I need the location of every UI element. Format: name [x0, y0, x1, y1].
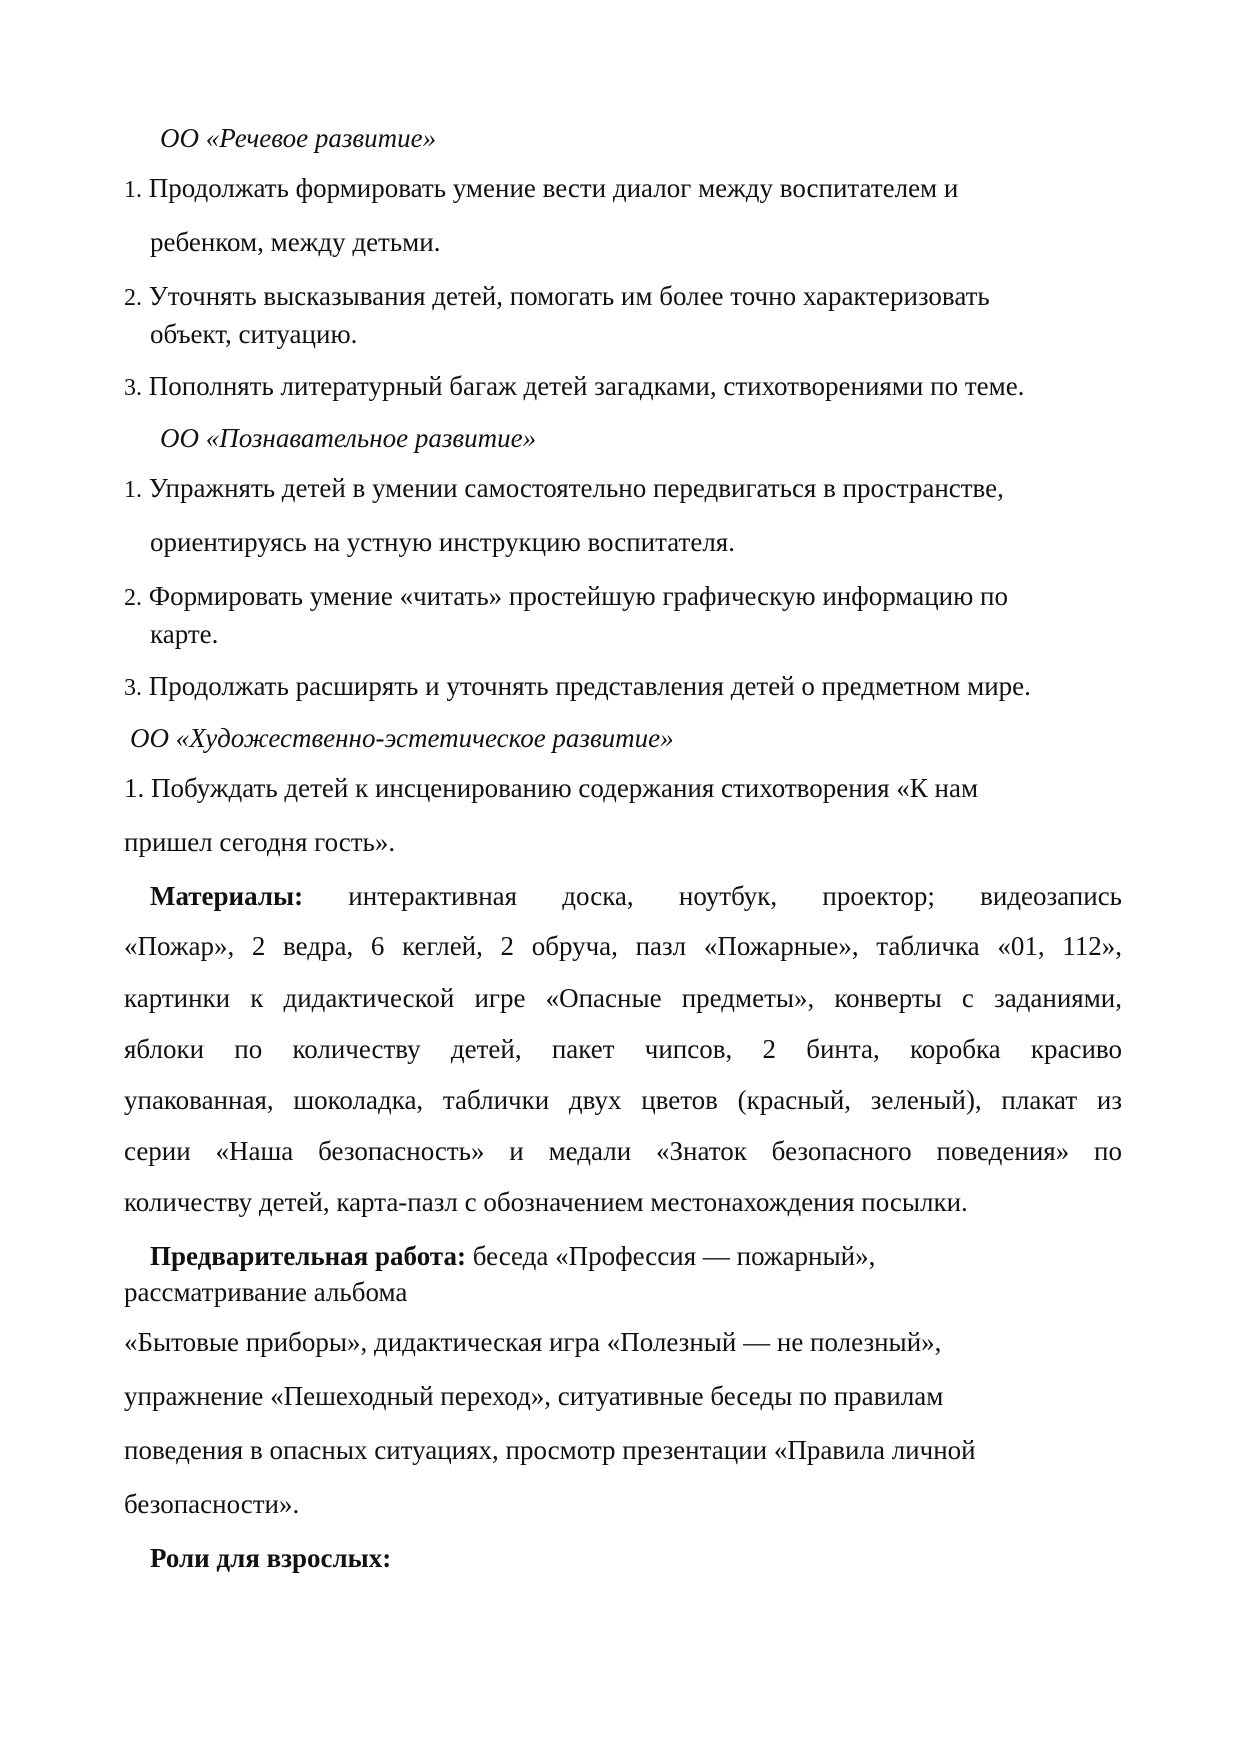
section-heading-artistic: ОО «Художественно-эстетическое развитие» [130, 723, 674, 753]
materials-line: «Пожар», 2 ведра, 6 кеглей, 2 обруча, пазл «Пожарные», табличка «01, 112», [124, 931, 1122, 961]
list-item-continuation: объект, ситуацию. [150, 319, 358, 349]
list-item-continuation: ориентируясь на устную инструкцию воспитателя. [150, 527, 735, 557]
preliminary-line: безопасности». [124, 1489, 300, 1519]
preliminary-line: поведения в опасных ситуациях, просмотр презентации «Правила личной [124, 1435, 976, 1465]
materials-line: картинки к дидактической игре «Опасные предметы», конверты с заданиями, [124, 983, 1122, 1013]
paragraph-line: пришел сегодня гость». [124, 827, 396, 857]
materials-line: яблоки по количеству детей, пакет чипсов, 2 бинта, коробка красиво [124, 1034, 1122, 1064]
preliminary-line: «Бытовые приборы», дидактическая игра «Полезный — не полезный», [124, 1327, 942, 1357]
section-heading-cognitive: ОО «Познавательное развитие» [160, 423, 537, 453]
list-item-continuation: карте. [150, 619, 219, 649]
roles-label: Роли для взрослых: [150, 1543, 392, 1573]
preliminary-line: упражнение «Пешеходный переход», ситуативные беседы по правилам [124, 1381, 944, 1411]
list-item: 3. Пополнять литературный багаж детей загадками, стихотворениями по теме. [124, 371, 1025, 401]
preliminary-label: Предварительная работа: [150, 1241, 466, 1271]
list-item: 2. Уточнять высказывания детей, помогать им более точно характеризовать [124, 281, 990, 311]
list-item: 3. Продолжать расширять и уточнять представления детей о предметном мире. [124, 671, 1031, 701]
preliminary-line: рассматривание альбома [124, 1277, 408, 1307]
materials-label: Материалы: [150, 881, 304, 911]
paragraph-line: 1. Побуждать детей к инсценированию содержания стихотворения «К нам [124, 773, 979, 803]
section-heading-speech: ОО «Речевое развитие» [160, 123, 437, 153]
materials-line: серии «Наша безопасность» и медали «Знаток безопасного поведения» по [124, 1136, 1122, 1166]
preliminary-line: Предварительная работа: беседа «Профессия — пожарный», [150, 1241, 876, 1271]
materials-line: количеству детей, карта-пазл с обозначением местонахождения посылки. [124, 1187, 968, 1217]
materials-line: Материалы: интерактивная доска, ноутбук, проектор; видеозапись [150, 881, 1122, 911]
list-item-continuation: ребенком, между детьми. [150, 227, 441, 257]
materials-line: упакованная, шоколадка, таблички двух цветов (красный, зеленый), плакат из [124, 1085, 1122, 1115]
list-item: 1. Упражнять детей в умении самостоятельно передвигаться в пространстве, [124, 473, 1004, 503]
list-item: 1. Продолжать формировать умение вести диалог между воспитателем и [124, 173, 959, 203]
list-item: 2. Формировать умение «читать» простейшую графическую информацию по [124, 581, 1008, 611]
